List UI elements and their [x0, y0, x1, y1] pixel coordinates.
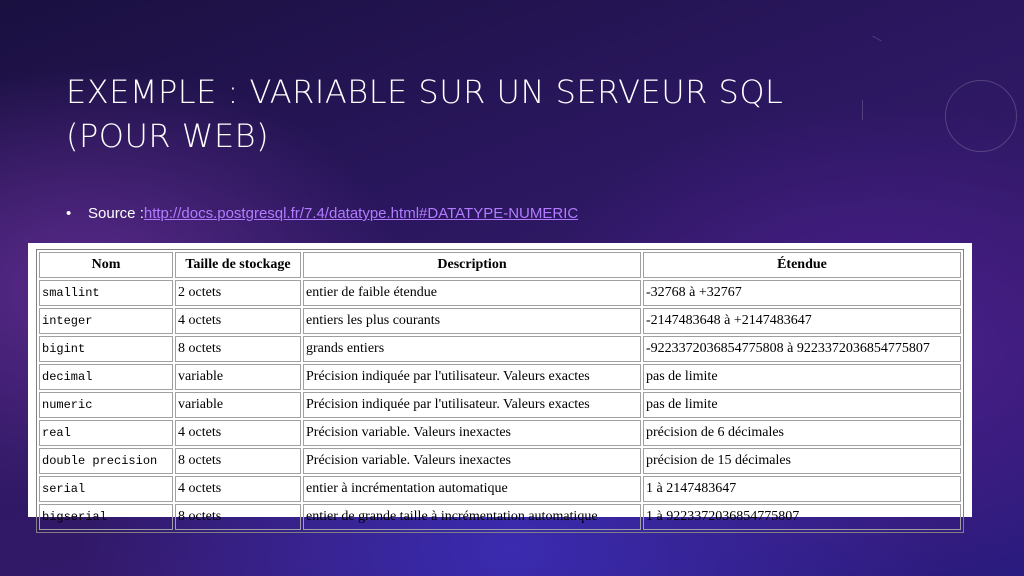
decorative-circle	[945, 80, 1017, 152]
header-taille: Taille de stockage	[175, 252, 301, 278]
cell-etendue: 1 à 9223372036854775807	[643, 504, 961, 530]
cell-description: entier à incrémentation automatique	[303, 476, 641, 502]
cell-etendue: -32768 à +32767	[643, 280, 961, 306]
cell-etendue: 1 à 2147483647	[643, 476, 961, 502]
cell-taille: 4 octets	[175, 476, 301, 502]
cell-etendue: -2147483648 à +2147483647	[643, 308, 961, 334]
cell-description: Précision variable. Valeurs inexactes	[303, 448, 641, 474]
table-row	[39, 476, 961, 502]
cell-taille: variable	[175, 392, 301, 418]
cell-nom: numeric	[39, 392, 173, 418]
cell-nom: bigserial	[39, 504, 173, 530]
table-header-row	[39, 252, 961, 278]
cell-taille: variable	[175, 364, 301, 390]
decorative-line	[872, 36, 881, 42]
table-screenshot	[28, 243, 972, 524]
table-row	[39, 308, 961, 334]
cell-description: entier de faible étendue	[303, 280, 641, 306]
header-etendue: Étendue	[643, 252, 961, 278]
cell-nom: decimal	[39, 364, 173, 390]
cell-etendue: précision de 6 décimales	[643, 420, 961, 446]
source-link[interactable]: http://docs.postgresql.fr/7.4/datatype.html#DATATYPE-NUMERIC	[143, 205, 579, 222]
cell-nom: double precision	[39, 448, 173, 474]
cell-etendue: -9223372036854775808 à 9223372036854775807	[643, 336, 961, 362]
slide-title: EXEMPLE : VARIABLE SUR UN SERVEUR SQL (POUR WEB)	[66, 73, 784, 155]
cell-nom: smallint	[39, 280, 173, 306]
bullet-icon: •	[66, 205, 72, 222]
cell-taille: 8 octets	[175, 504, 301, 530]
cell-description: entier de grande taille à incrémentation automatique	[303, 504, 641, 530]
cell-description: grands entiers	[303, 336, 641, 362]
datatype-table	[36, 249, 964, 533]
cell-etendue: pas de limite	[643, 364, 961, 390]
cell-etendue: précision de 15 décimales	[643, 448, 961, 474]
cell-taille: 8 octets	[175, 336, 301, 362]
cell-nom: serial	[39, 476, 173, 502]
cell-taille: 4 octets	[175, 308, 301, 334]
table-row	[39, 392, 961, 418]
bullet-list	[66, 205, 578, 222]
cell-nom: real	[39, 420, 173, 446]
header-nom: Nom	[39, 252, 173, 278]
page-number: 10	[888, 505, 897, 514]
cell-taille: 2 octets	[175, 280, 301, 306]
cell-description: Précision indiquée par l'utilisateur. Valeurs exactes	[303, 392, 641, 418]
cell-description: entiers les plus courants	[303, 308, 641, 334]
cell-taille: 8 octets	[175, 448, 301, 474]
cell-etendue: pas de limite	[643, 392, 961, 418]
bullet-item-source	[66, 205, 578, 222]
header-description: Description	[303, 252, 641, 278]
table-row	[39, 448, 961, 474]
cell-nom: integer	[39, 308, 173, 334]
table-row	[39, 504, 961, 530]
table-row	[39, 336, 961, 362]
table-row	[39, 280, 961, 306]
table-row	[39, 420, 961, 446]
table-row	[39, 364, 961, 390]
cell-taille: 4 octets	[175, 420, 301, 446]
cell-nom: bigint	[39, 336, 173, 362]
cell-description: Précision indiquée par l'utilisateur. Valeurs exactes	[303, 364, 641, 390]
cell-description: Précision variable. Valeurs inexactes	[303, 420, 641, 446]
bullet-label: Source :	[88, 205, 144, 222]
